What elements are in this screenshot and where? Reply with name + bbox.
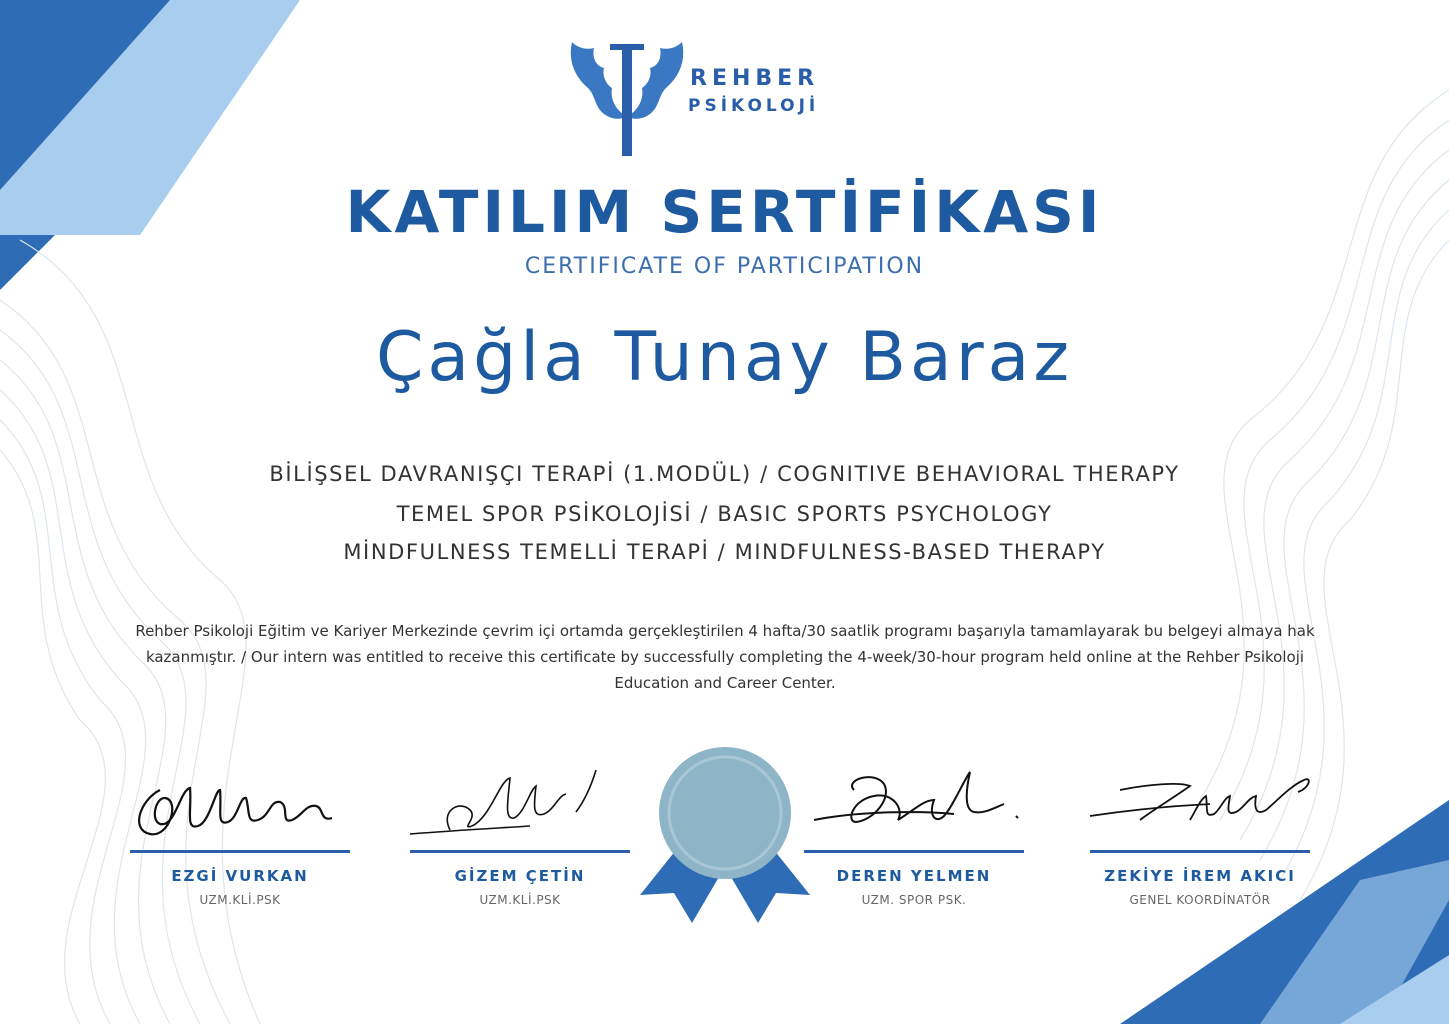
signatory-name: DEREN YELMEN: [836, 867, 992, 885]
handwritten-signature: [1080, 760, 1320, 850]
signature-block: [400, 760, 640, 907]
brand-name-line2: PSİKOLOJİ: [688, 96, 820, 116]
signatory-role: UZM.KLİ.PSK: [199, 893, 281, 907]
handwritten-signature: [400, 760, 640, 850]
course-line: TEMEL SPOR PSİKOLOJİSİ / BASIC SPORTS PSYCHOLOGY: [396, 502, 1053, 526]
signatory-role: UZM. SPOR PSK.: [861, 893, 967, 907]
brand-name-line1: REHBER: [690, 66, 820, 91]
handwritten-signature: [794, 760, 1034, 850]
signature-block: [120, 760, 360, 907]
certificate-title: KATILIM SERTİFİKASI: [345, 178, 1104, 246]
course-line: BİLİŞSEL DAVRANIŞÇI TERAPİ (1.MODÜL) / COGNITIVE BEHAVIORAL THERAPY: [269, 462, 1180, 486]
signatory-name: GİZEM ÇETİN: [454, 867, 586, 885]
course-line: MİNDFULNESS TEMELLİ TERAPİ / MINDFULNESS-BASED THERAPY: [343, 540, 1106, 564]
handwritten-signature: [120, 760, 360, 850]
certificate-description: Rehber Psikoloji Eğitim ve Kariyer Merkezinde çevrim içi ortamda gerçekleştirilen 4 hafta/30 saatlik programı başarıyla tamamlayarak bu belgeyi almaya hak kazanmıştır. / Our intern was entitled to receive this certificate by successfully completing the 4-week/30-hour program held online at the Rehber Psikoloji Education and Career Center.: [135, 622, 1315, 692]
signatory-name: ZEKİYE İREM AKICI: [1104, 867, 1296, 885]
recipient-name: Çağla Tunay Baraz: [375, 318, 1074, 397]
signatory-role: UZM.KLİ.PSK: [479, 893, 561, 907]
signatory-name: EZGİ VURKAN: [171, 867, 309, 885]
signature-block: [1080, 760, 1320, 907]
certificate-subtitle: CERTIFICATE OF PARTICIPATION: [524, 254, 925, 279]
award-ribbon-icon: [640, 745, 810, 925]
signatory-role: GENEL KOORDİNATÖR: [1129, 893, 1271, 907]
signature-block: [794, 760, 1034, 907]
